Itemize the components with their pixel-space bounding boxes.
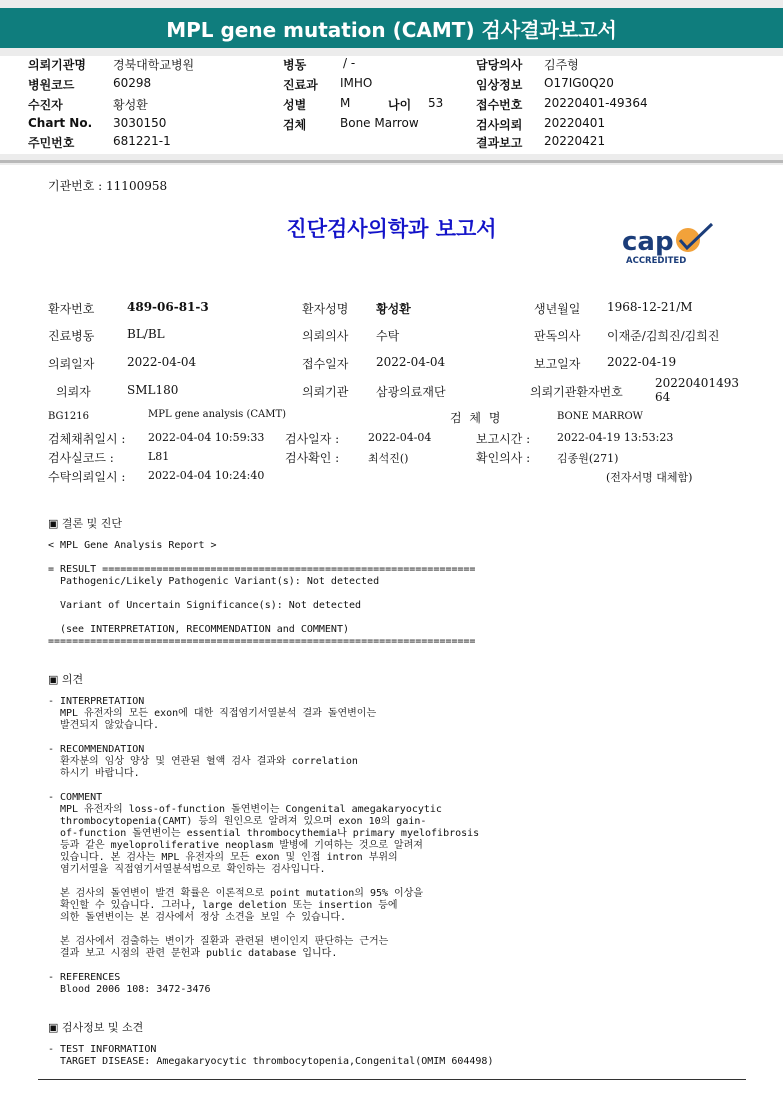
requesting-doctor-value: 수탁 — [376, 329, 400, 343]
result-divider-top: = RESULT ============================================================== — [48, 564, 476, 575]
clinical-info-value: O17IG0Q20 — [544, 76, 614, 90]
department-value: IMHO — [340, 76, 373, 90]
hospital-code-label: 병원코드 — [28, 78, 75, 92]
recommendation-line-1: 환자분의 임상 양상 및 연관된 혈액 검사 결과와 correlation — [60, 756, 358, 767]
test-confirm-value: 최석진() — [368, 452, 409, 465]
hospital-label: 의뢰기관명 — [28, 58, 86, 72]
sex-value: M — [340, 96, 351, 110]
recommendation-heading: - RECOMMENDATION — [48, 744, 145, 755]
resident-no-label: 주민번호 — [28, 136, 75, 150]
interpretation-line-2: 발견되지 않았습니다. — [60, 720, 159, 731]
comment-line-6: 염기서열을 직접염기서열분석법으로 확인하는 검사입니다. — [60, 864, 326, 875]
comment-line-7: 본 검사의 돌연변이 발견 확률은 이론적으로 point mutation의 95% 이상을 — [60, 888, 424, 899]
test-date-value: 2022-04-04 — [368, 431, 432, 444]
section-opinion: ▣ 의견 — [48, 673, 84, 686]
test-code: BG1216 — [48, 411, 89, 422]
sex-label: 성별 — [283, 98, 307, 112]
page-bottom-rule — [38, 1079, 746, 1080]
comment-line-5: 있습니다. 본 검사는 MPL 유전자의 모든 exon 및 인접 intron 부위의 — [60, 852, 398, 863]
requester-label: 의뢰자 — [56, 385, 91, 399]
reading-doctor-value: 이재준/김희진/김희진 — [607, 329, 720, 343]
age-value: 53 — [428, 96, 444, 110]
birth-date-value: 1968-12-21/M — [607, 300, 693, 314]
result-date-value: 20220421 — [544, 134, 606, 148]
org-patient-no-value: 2022040149364 — [655, 376, 739, 404]
header-divider — [0, 160, 783, 163]
collect-time-label: 검체채취일시 : — [48, 432, 126, 446]
section-conclusion: ▣ 결론 및 진단 — [48, 517, 123, 530]
request-header — [0, 56, 783, 154]
hospital-code-value: 60298 — [113, 76, 152, 90]
report-title-bar — [0, 8, 783, 48]
doctor-label: 담당의사 — [476, 58, 523, 72]
ward-value: / - — [343, 56, 356, 70]
request-day-label: 의뢰일자 — [48, 357, 95, 371]
report-time-value: 2022-04-19 13:53:23 — [557, 431, 674, 444]
result-divider-bottom: ======================================================================= — [48, 636, 476, 647]
specimen-label: 검체 — [283, 118, 307, 132]
requesting-org-label: 의뢰기관 — [302, 385, 349, 399]
patient-name-label: 환자성명 — [302, 302, 349, 316]
age-label: 나이 — [388, 98, 412, 112]
requester-value: SML180 — [127, 383, 179, 397]
hospital-value: 경북대학교병원 — [113, 58, 195, 72]
result-see-note: (see INTERPRETATION, RECOMMENDATION and COMMENT) — [60, 624, 349, 635]
comment-heading: - COMMENT — [48, 792, 103, 803]
lab-code-value: L81 — [148, 450, 170, 463]
lab-code-label: 검사실코드 : — [48, 451, 114, 465]
requesting-org-value: 삼광의료재단 — [376, 385, 446, 399]
request-date-label: 검사의뢰 — [476, 118, 523, 132]
confirm-doctor-label: 확인의사 : — [476, 451, 531, 465]
collect-time-value: 2022-04-04 10:59:33 — [148, 431, 265, 444]
patient-no-label: 환자번호 — [48, 302, 95, 316]
test-date-label: 검사일자 : — [285, 432, 340, 446]
patient-no-value: 489-06-81-3 — [127, 300, 209, 314]
target-disease-line: TARGET DISEASE: Amegakaryocytic thrombocytopenia,Congenital(OMIM 604498) — [60, 1056, 494, 1067]
receipt-no-label: 접수번호 — [476, 98, 523, 112]
report-page — [0, 165, 783, 1094]
request-date-value: 20220401 — [544, 116, 606, 130]
e-signature-note: (전자서명 대체함) — [606, 471, 693, 484]
reading-doctor-label: 판독의사 — [534, 329, 581, 343]
report-title: MPL gene mutation (CAMT) 검사결과보고서 — [166, 17, 617, 42]
receipt-no-value: 20220401-49364 — [544, 96, 648, 110]
test-information-heading: - TEST INFORMATION — [48, 1044, 157, 1055]
test-name: MPL gene analysis (CAMT) — [148, 409, 287, 420]
birth-date-label: 생년월일 — [534, 302, 581, 316]
contract-time-label: 수탁의뢰일시 : — [48, 470, 126, 484]
report-day-label: 보고일자 — [534, 357, 581, 371]
comment-line-9: 의한 돌연변이는 본 검사에서 정상 소견을 보일 수 있습니다. — [60, 912, 347, 923]
patient-value: 황성환 — [113, 98, 148, 112]
specimen-name-value: BONE MARROW — [557, 411, 643, 422]
chart-no-value: 3030150 — [113, 116, 167, 130]
chart-no-label: Chart No. — [28, 116, 93, 130]
contract-time-value: 2022-04-04 10:24:40 — [148, 469, 265, 482]
analysis-report-heading: < MPL Gene Analysis Report > — [48, 540, 217, 551]
report-time-label: 보고시간 : — [476, 432, 531, 446]
comment-line-2: thrombocytopenia(CAMT) 등의 원인으로 알려져 있으며 exon 10의 gain- — [60, 816, 427, 827]
reference-line: Blood 2006 108: 3472-3476 — [60, 984, 211, 995]
doctor-value: 김주형 — [544, 58, 579, 72]
recommendation-line-2: 하시기 바랍니다. — [60, 768, 140, 779]
resident-no-value: 681221-1 — [113, 134, 171, 148]
receipt-day-value: 2022-04-04 — [376, 355, 446, 369]
svg-text:ACCREDITED: ACCREDITED — [626, 256, 687, 266]
request-day-value: 2022-04-04 — [127, 355, 197, 369]
requesting-doctor-label: 의뢰의사 — [302, 329, 349, 343]
interpretation-heading: - INTERPRETATION — [48, 696, 145, 707]
comment-line-8: 확인할 수 있습니다. 그러나, large deletion 또는 insertion 등에 — [60, 900, 398, 911]
svg-text:cap: cap — [622, 227, 674, 257]
ward-row-label: 진료병동 — [48, 329, 95, 343]
test-confirm-label: 검사확인 : — [285, 451, 340, 465]
ward-label: 병동 — [283, 58, 307, 72]
section-test-info: ▣ 검사정보 및 소견 — [48, 1021, 144, 1034]
comment-line-10: 본 검사에서 검출하는 변이가 질환과 관련된 변이인지 판단하는 근거는 — [60, 936, 389, 947]
specimen-value: Bone Marrow — [340, 116, 419, 130]
org-patient-no-label: 의뢰기관환자번호 — [530, 385, 623, 399]
report-day-value: 2022-04-19 — [607, 355, 677, 369]
result-pathogenic: Pathogenic/Likely Pathogenic Variant(s): Not detected — [60, 576, 380, 587]
department-label: 진료과 — [283, 78, 318, 92]
cap-accredited-logo — [620, 220, 725, 270]
specimen-name-label: 검 체 명 — [450, 411, 503, 425]
interpretation-line-1: MPL 유전자의 모든 exon에 대한 직접염기서열분석 결과 돌연변이는 — [60, 708, 377, 719]
result-date-label: 결과보고 — [476, 136, 523, 150]
comment-line-3: of-function 돌연변이는 essential thrombocythemia나 primary myelofibrosis — [60, 828, 480, 839]
comment-line-1: MPL 유전자의 loss-of-function 돌연변이는 Congenital amegakaryocytic — [60, 804, 442, 815]
result-vus: Variant of Uncertain Significance(s): Not detected — [60, 600, 362, 611]
ward-row-value: BL/BL — [127, 327, 165, 341]
references-heading: - REFERENCES — [48, 972, 121, 983]
comment-line-11: 결과 보고 시점의 관련 문헌과 public database 입니다. — [60, 948, 338, 959]
report-main-title: 진단검사의학과 보고서 — [286, 217, 497, 241]
receipt-day-label: 접수일자 — [302, 357, 349, 371]
clinical-info-label: 임상정보 — [476, 78, 523, 92]
confirm-doctor-value: 김종원(271) — [557, 452, 619, 465]
patient-label: 수진자 — [28, 98, 63, 112]
patient-name-value: 황성환 — [376, 302, 411, 316]
institution-number: 기관번호 : 11100958 — [48, 179, 168, 193]
comment-line-4: 등과 같은 myeloproliferative neoplasm 발병에 기여하는 것으로 알려져 — [60, 840, 423, 851]
